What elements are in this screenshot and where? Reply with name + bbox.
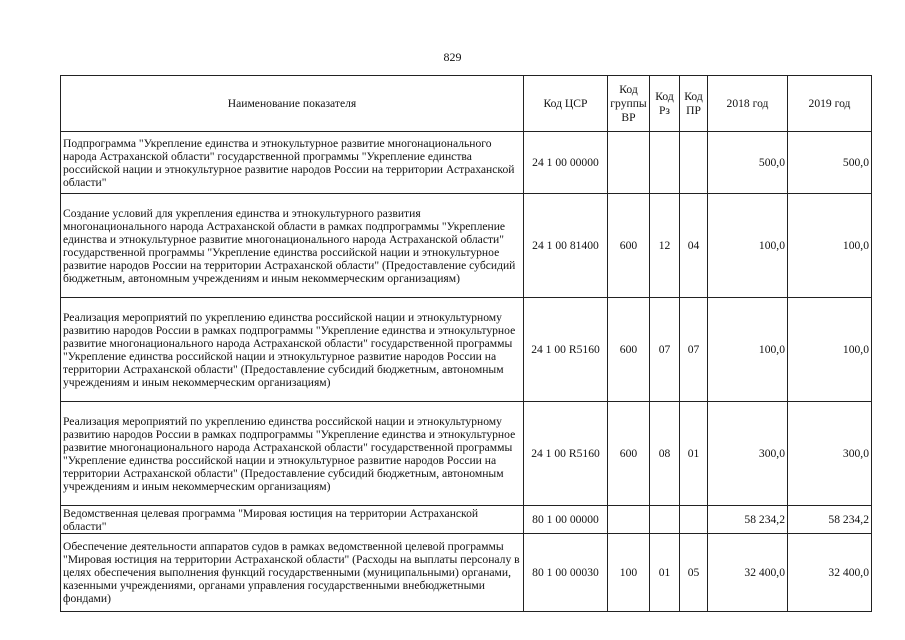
- row-rz: 12: [650, 194, 680, 298]
- row-2019: 500,0: [788, 132, 872, 194]
- header-name: Наименование показателя: [61, 76, 524, 132]
- row-2018: 300,0: [708, 402, 788, 506]
- header-rz: Код Рз: [650, 76, 680, 132]
- table-row: [61, 506, 872, 534]
- row-csr: 24 1 00 00000: [524, 132, 608, 194]
- row-pr: 04: [680, 194, 708, 298]
- table-row: [61, 194, 872, 298]
- row-pr: [680, 506, 708, 534]
- row-rz: [650, 506, 680, 534]
- row-csr: 24 1 00 R5160: [524, 298, 608, 402]
- row-pr: 05: [680, 534, 708, 612]
- row-csr: 80 1 00 00030: [524, 534, 608, 612]
- header-2019: 2019 год: [788, 76, 872, 132]
- row-vr: 600: [608, 298, 650, 402]
- header-pr: Код ПР: [680, 76, 708, 132]
- row-2018: 32 400,0: [708, 534, 788, 612]
- row-name: Реализация мероприятий по укреплению единства российской нации и этнокультурному развитию народов России в рамках подпрограммы "Укрепление единства и этнокультурное развитие многонационального народа Астраханской области" государственной программы "Укрепление единства российской нации и этнокультурное развитие народов России на территории Астраханской области" (Предоставление субсидий бюджетным, автономным учреждениям и иным некоммерческим организациям): [61, 402, 524, 506]
- row-pr: 07: [680, 298, 708, 402]
- row-vr: 600: [608, 402, 650, 506]
- row-rz: [650, 132, 680, 194]
- row-vr: 600: [608, 194, 650, 298]
- table-row: [61, 132, 872, 194]
- row-2018: 100,0: [708, 298, 788, 402]
- row-rz: 07: [650, 298, 680, 402]
- row-2018: 100,0: [708, 194, 788, 298]
- row-rz: 01: [650, 534, 680, 612]
- row-2019: 100,0: [788, 194, 872, 298]
- table-row: [61, 534, 872, 612]
- row-pr: [680, 132, 708, 194]
- table-row: [61, 402, 872, 506]
- row-2018: 58 234,2: [708, 506, 788, 534]
- row-vr: 100: [608, 534, 650, 612]
- row-name: Обеспечение деятельности аппаратов судов в рамках ведомственной целевой программы "Мировая юстиция на территории Астраханской области" (Расходы на выплаты персоналу в целях обеспечения выполнения функций государственными (муниципальными) органами, казенными учреждениями, органами управления государственными внебюджетными фондами): [61, 534, 524, 612]
- row-2019: 58 234,2: [788, 506, 872, 534]
- row-csr: 80 1 00 00000: [524, 506, 608, 534]
- table-header-row: [61, 76, 872, 132]
- row-rz: 08: [650, 402, 680, 506]
- header-vr: Код группы ВР: [608, 76, 650, 132]
- row-2018: 500,0: [708, 132, 788, 194]
- row-name: Реализация мероприятий по укреплению единства российской нации и этнокультурному развитию народов России в рамках подпрограммы "Укрепление единства и этнокультурное развитие многонационального народа Астраханской области" государственной программы "Укрепление единства российской нации и этнокультурное развитие народов России на территории Астраханской области" (Предоставление субсидий бюджетным, автономным учреждениям и иным некоммерческим организациям): [61, 298, 524, 402]
- row-name: Подпрограмма "Укрепление единства и этнокультурное развитие многонационального народа Астраханской области" государственной программы "Укрепление единства российской нации и этнокультурное развитие народов России на территории Астраханской области": [61, 132, 524, 194]
- page-number: 829: [443, 50, 462, 64]
- row-pr: 01: [680, 402, 708, 506]
- row-vr: [608, 506, 650, 534]
- header-csr: Код ЦСР: [524, 76, 608, 132]
- table-row: [61, 298, 872, 402]
- row-csr: 24 1 00 R5160: [524, 402, 608, 506]
- header-2018: 2018 год: [708, 76, 788, 132]
- row-name: Создание условий для укрепления единства и этнокультурного развития многонационального народа Астраханской области в рамках подпрограммы "Укрепление единства и этнокультурное развитие многонационального народа Астраханской области" государственной программы "Укрепление единства российской нации и этнокультурное развитие народов России на территории Астраханской области" (Предоставление субсидий бюджетным, автономным учреждениям и иным некоммерческим организациям): [61, 194, 524, 298]
- row-2019: 32 400,0: [788, 534, 872, 612]
- budget-table: [60, 75, 872, 612]
- row-csr: 24 1 00 81400: [524, 194, 608, 298]
- row-name: Ведомственная целевая программа "Мировая юстиция на территории Астраханской области": [61, 506, 524, 534]
- row-vr: [608, 132, 650, 194]
- row-2019: 300,0: [788, 402, 872, 506]
- row-2019: 100,0: [788, 298, 872, 402]
